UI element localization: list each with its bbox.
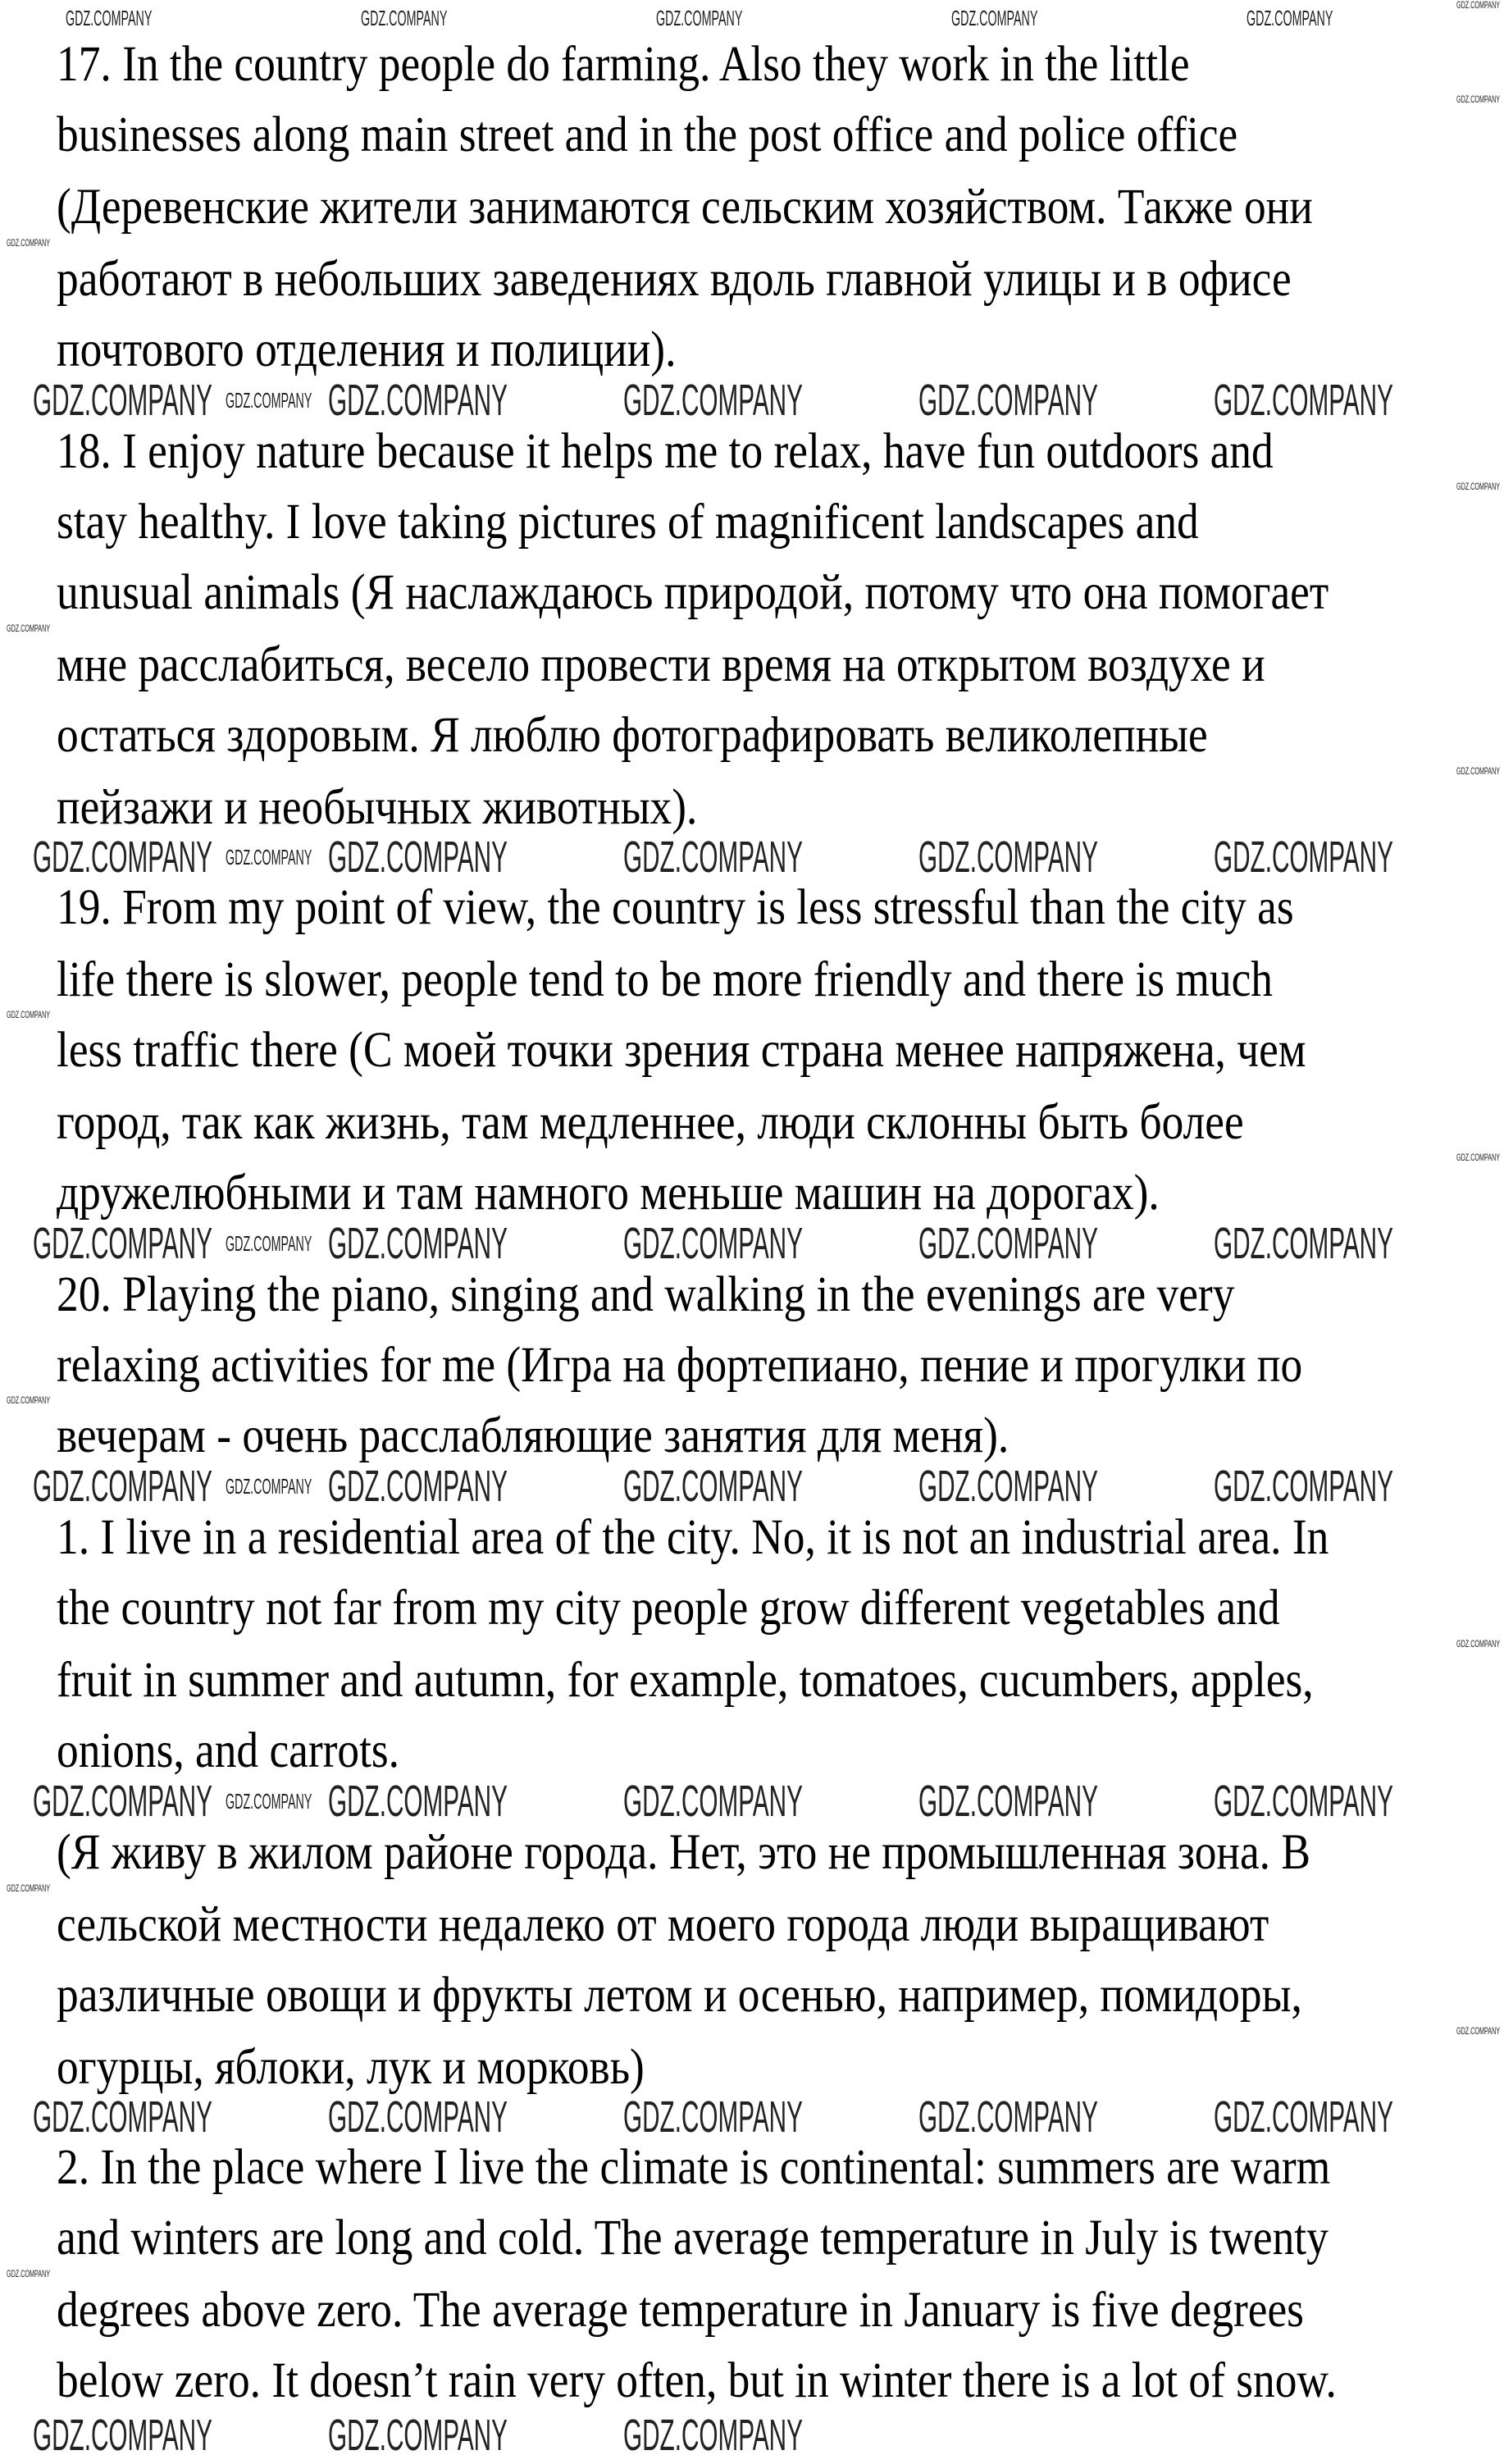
watermark: GDZ.COMPANY	[951, 6, 1038, 30]
paragraph-2-line: 2. In the place where I live the climate is continental: summers are warm	[57, 2140, 1331, 2196]
paragraph-18-line: мне расслабиться, весело провести время на открытом воздухе и	[57, 637, 1265, 693]
paragraph-1-line: onions, and carrots.	[57, 1723, 400, 1778]
watermark: GDZ.COMPANY	[7, 623, 51, 635]
watermark: GDZ.COMPANY	[1246, 6, 1333, 30]
watermark: GDZ.COMPANY	[7, 2268, 51, 2279]
watermark: GDZ.COMPANY	[623, 1462, 803, 1512]
paragraph-19-line: дружелюбными и там намного меньше машин на дорогах).	[57, 1165, 1160, 1221]
paragraph-20-line: relaxing activities for me (Игра на фортепиано, пение и прогулки по	[57, 1337, 1303, 1393]
watermark: GDZ.COMPANY	[1214, 1218, 1393, 1268]
watermark: GDZ.COMPANY	[33, 1218, 212, 1268]
watermark: GDZ.COMPANY	[226, 1474, 312, 1499]
watermark: GDZ.COMPANY	[1214, 376, 1393, 426]
paragraph-17-line: почтового отделения и полиции).	[57, 322, 677, 378]
watermark: GDZ.COMPANY	[226, 1789, 312, 1814]
watermark: GDZ.COMPANY	[1214, 1462, 1393, 1512]
watermark: GDZ.COMPANY	[918, 1462, 1098, 1512]
watermark: GDZ.COMPANY	[623, 832, 803, 882]
watermark: GDZ.COMPANY	[623, 2411, 803, 2461]
watermark: GDZ.COMPANY	[1214, 832, 1393, 882]
watermark: GDZ.COMPANY	[918, 1777, 1098, 1827]
watermark: GDZ.COMPANY	[7, 1882, 51, 1895]
watermark: GDZ.COMPANY	[226, 1230, 312, 1256]
watermark: GDZ.COMPANY	[361, 6, 448, 30]
watermark: GDZ.COMPANY	[623, 1218, 803, 1268]
watermark: GDZ.COMPANY	[226, 388, 312, 413]
watermark: GDZ.COMPANY	[623, 1777, 803, 1827]
paragraph-17-line: businesses along main street and in the post office and police office	[57, 107, 1238, 163]
paragraph-20-line: 20. Playing the piano, singing and walking in the evenings are very	[57, 1267, 1235, 1322]
paragraph-1-ru-line: (Я живу в жилом районе города. Нет, это не промышленная зона. В	[57, 1825, 1310, 1881]
paragraph-1-ru-line: сельской местности недалеко от моего города люди выращивают	[57, 1896, 1269, 1952]
paragraph-17-line: (Деревенские жители занимаются сельским хозяйством. Также они	[57, 180, 1313, 235]
watermark: GDZ.COMPANY	[328, 1218, 508, 1268]
watermark: GDZ.COMPANY	[33, 376, 212, 426]
watermark: GDZ.COMPANY	[1456, 1151, 1501, 1163]
watermark: GDZ.COMPANY	[918, 1218, 1098, 1268]
watermark: GDZ.COMPANY	[66, 6, 153, 30]
paragraph-18-line: stay healthy. I love taking pictures of magnificent landscapes and	[57, 495, 1199, 550]
watermark: GDZ.COMPANY	[1456, 94, 1501, 106]
paragraph-18-line: пейзажи и необычных животных).	[57, 779, 698, 835]
paragraph-18-line: 18. I enjoy nature because it helps me to relax, have fun outdoors and	[57, 424, 1274, 480]
paragraph-19-line: 19. From my point of view, the country is less stressful than the city as	[57, 880, 1294, 936]
watermark: GDZ.COMPANY	[7, 1394, 51, 1406]
watermark: GDZ.COMPANY	[33, 1777, 212, 1827]
paragraph-17-line: работают в небольших заведениях вдоль главной улицы и в офисе	[57, 252, 1292, 308]
watermark: GDZ.COMPANY	[1456, 2024, 1501, 2037]
paragraph-20-line: вечерам - очень расслабляющие занятия для меня).	[57, 1408, 1010, 1463]
watermark: GDZ.COMPANY	[328, 832, 508, 882]
watermark: GDZ.COMPANY	[918, 2092, 1098, 2142]
watermark: GDZ.COMPANY	[1456, 0, 1501, 11]
watermark: GDZ.COMPANY	[1214, 2092, 1393, 2142]
paragraph-1-line: fruit in summer and autumn, for example, tomatoes, cucumbers, apples,	[57, 1652, 1314, 1708]
paragraph-19-line: less traffic there (С моей точки зрения страна менее напряжена, чем	[57, 1022, 1306, 1078]
paragraph-18-line: unusual animals (Я наслаждаюсь природой, потому что она помогает	[57, 565, 1329, 621]
watermark: GDZ.COMPANY	[226, 844, 312, 869]
watermark: GDZ.COMPANY	[623, 376, 803, 426]
watermark: GDZ.COMPANY	[1214, 1777, 1393, 1827]
paragraph-18-line: остаться здоровым. Я люблю фотографировать великолепные	[57, 707, 1208, 763]
paragraph-2-line: degrees above zero. The average temperature in January is five degrees	[57, 2282, 1304, 2338]
watermark: GDZ.COMPANY	[918, 376, 1098, 426]
paragraph-1-ru-line: огурцы, яблоки, лук и морковь)	[57, 2039, 645, 2095]
watermark: GDZ.COMPANY	[918, 832, 1098, 882]
watermark: GDZ.COMPANY	[328, 1777, 508, 1827]
watermark: GDZ.COMPANY	[656, 6, 743, 30]
watermark: GDZ.COMPANY	[33, 2092, 212, 2142]
watermark: GDZ.COMPANY	[328, 376, 508, 426]
watermark: GDZ.COMPANY	[7, 1008, 51, 1020]
watermark: GDZ.COMPANY	[7, 237, 51, 249]
watermark: GDZ.COMPANY	[328, 2092, 508, 2142]
paragraph-19-line: город, так как жизнь, там медленнее, люди склонны быть более	[57, 1094, 1244, 1150]
paragraph-1-line: 1. I live in a residential area of the city. No, it is not an industrial area. In	[57, 1510, 1329, 1566]
watermark: GDZ.COMPANY	[33, 2411, 212, 2461]
paragraph-1-line: the country not far from my city people grow different vegetables and	[57, 1581, 1280, 1636]
paragraph-17-line: 17. In the country people do farming. Also they work in the little	[57, 37, 1190, 93]
watermark: GDZ.COMPANY	[1456, 1638, 1501, 1650]
paragraph-2-line: below zero. It doesn’t rain very often, but in winter there is a lot of snow.	[57, 2352, 1337, 2408]
watermark: GDZ.COMPANY	[623, 2092, 803, 2142]
watermark: GDZ.COMPANY	[33, 832, 212, 882]
watermark: GDZ.COMPANY	[1456, 764, 1501, 777]
watermark: GDZ.COMPANY	[33, 1462, 212, 1512]
paragraph-2-line: and winters are long and cold. The average temperature in July is twenty	[57, 2211, 1329, 2266]
paragraph-1-ru-line: различные овощи и фрукты летом и осенью, например, помидоры,	[57, 1967, 1302, 2023]
watermark: GDZ.COMPANY	[1456, 481, 1501, 493]
paragraph-19-line: life there is slower, people tend to be more friendly and there is much	[57, 952, 1273, 1007]
watermark: GDZ.COMPANY	[328, 1462, 508, 1512]
watermark: GDZ.COMPANY	[328, 2411, 508, 2461]
